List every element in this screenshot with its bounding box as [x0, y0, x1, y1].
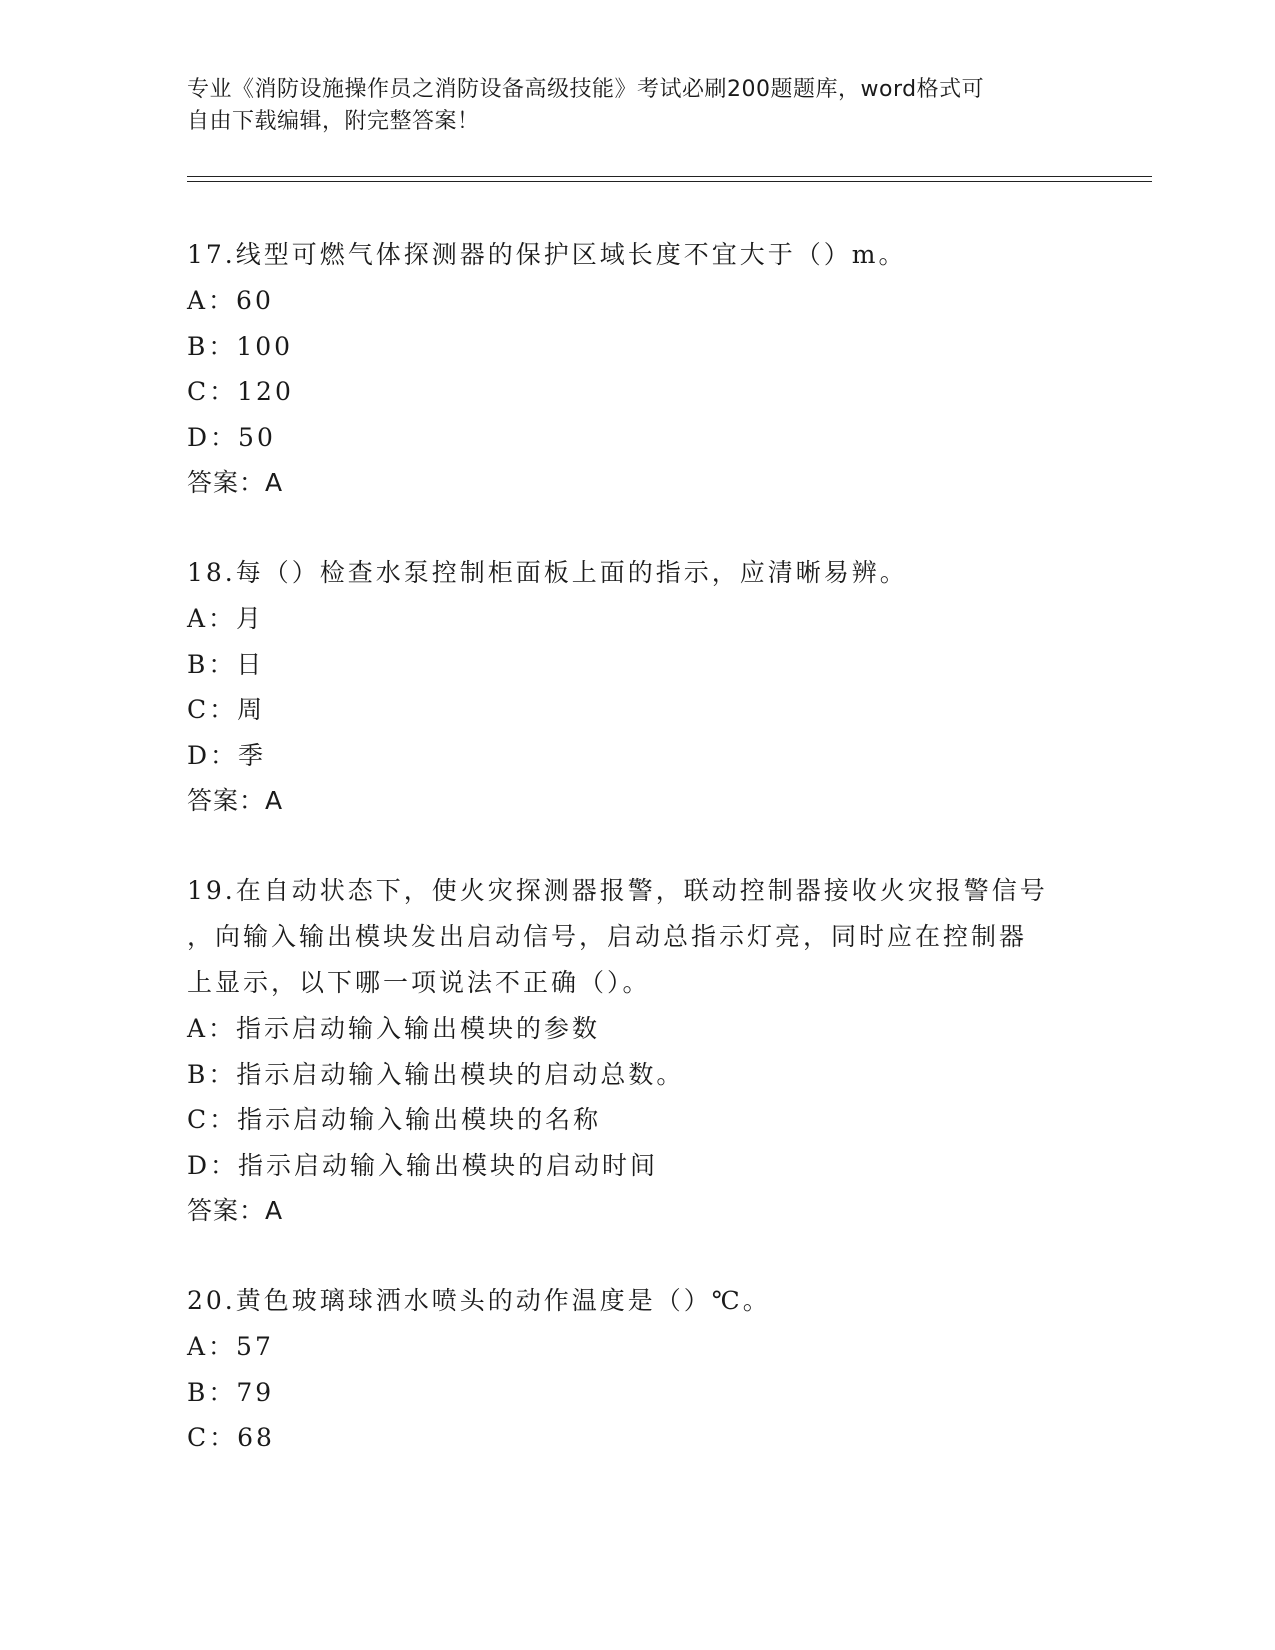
option-b: B：日	[187, 649, 265, 679]
question-text-line-1: 19.在自动状态下，使火灾探测器报警，联动控制器接收火灾报警信号	[187, 876, 1048, 905]
option-b: B：79	[187, 1377, 275, 1407]
option-b: B：指示启动输入输出模块的启动总数。	[187, 1059, 685, 1089]
question-text-line-3: 上显示，以下哪一项说法不正确（）。	[187, 968, 651, 997]
question-text: 17.线型可燃气体探测器的保护区域长度不宜大于（）m。	[187, 240, 907, 269]
option-a: A：57	[187, 1332, 274, 1361]
option-c: C：68	[187, 1423, 275, 1452]
option-a: A：月	[187, 604, 265, 633]
option-d: D：季	[187, 740, 267, 770]
question-20	[187, 1278, 1147, 1461]
option-a: A：60	[187, 286, 274, 315]
option-a: A：指示启动输入输出模块的参数	[187, 1014, 601, 1043]
option-d: D：指示启动输入输出模块的启动时间	[187, 1150, 659, 1180]
question-text: 20.黄色玻璃球洒水喷头的动作温度是（）℃。	[187, 1286, 771, 1315]
answer: 答案：A	[187, 468, 284, 497]
question-19	[187, 868, 1147, 1233]
answer: 答案：A	[187, 786, 284, 815]
option-c: C：120	[187, 377, 294, 406]
option-b: B：100	[187, 331, 294, 361]
header-line-2: 自由下载编辑，附完整答案！	[187, 109, 480, 134]
answer: 答案：A	[187, 1196, 284, 1225]
option-c: C：周	[187, 695, 266, 724]
header-divider-top	[187, 176, 1152, 177]
header-divider-bottom	[187, 181, 1152, 182]
option-c: C：指示启动输入输出模块的名称	[187, 1105, 602, 1134]
question-text: 18.每（）检查水泵控制柜面板上面的指示，应清晰易辨。	[187, 558, 908, 587]
header-line-1: 专业《消防设施操作员之消防设备高级技能》考试必刷200题题库，word格式可	[187, 77, 985, 102]
question-text-line-2: ，向输入输出模块发出启动信号，启动总指示灯亮，同时应在控制器	[187, 922, 1028, 951]
document-header	[187, 74, 1087, 138]
option-d: D：50	[187, 422, 276, 452]
question-17	[187, 232, 1147, 505]
question-18	[187, 550, 1147, 823]
